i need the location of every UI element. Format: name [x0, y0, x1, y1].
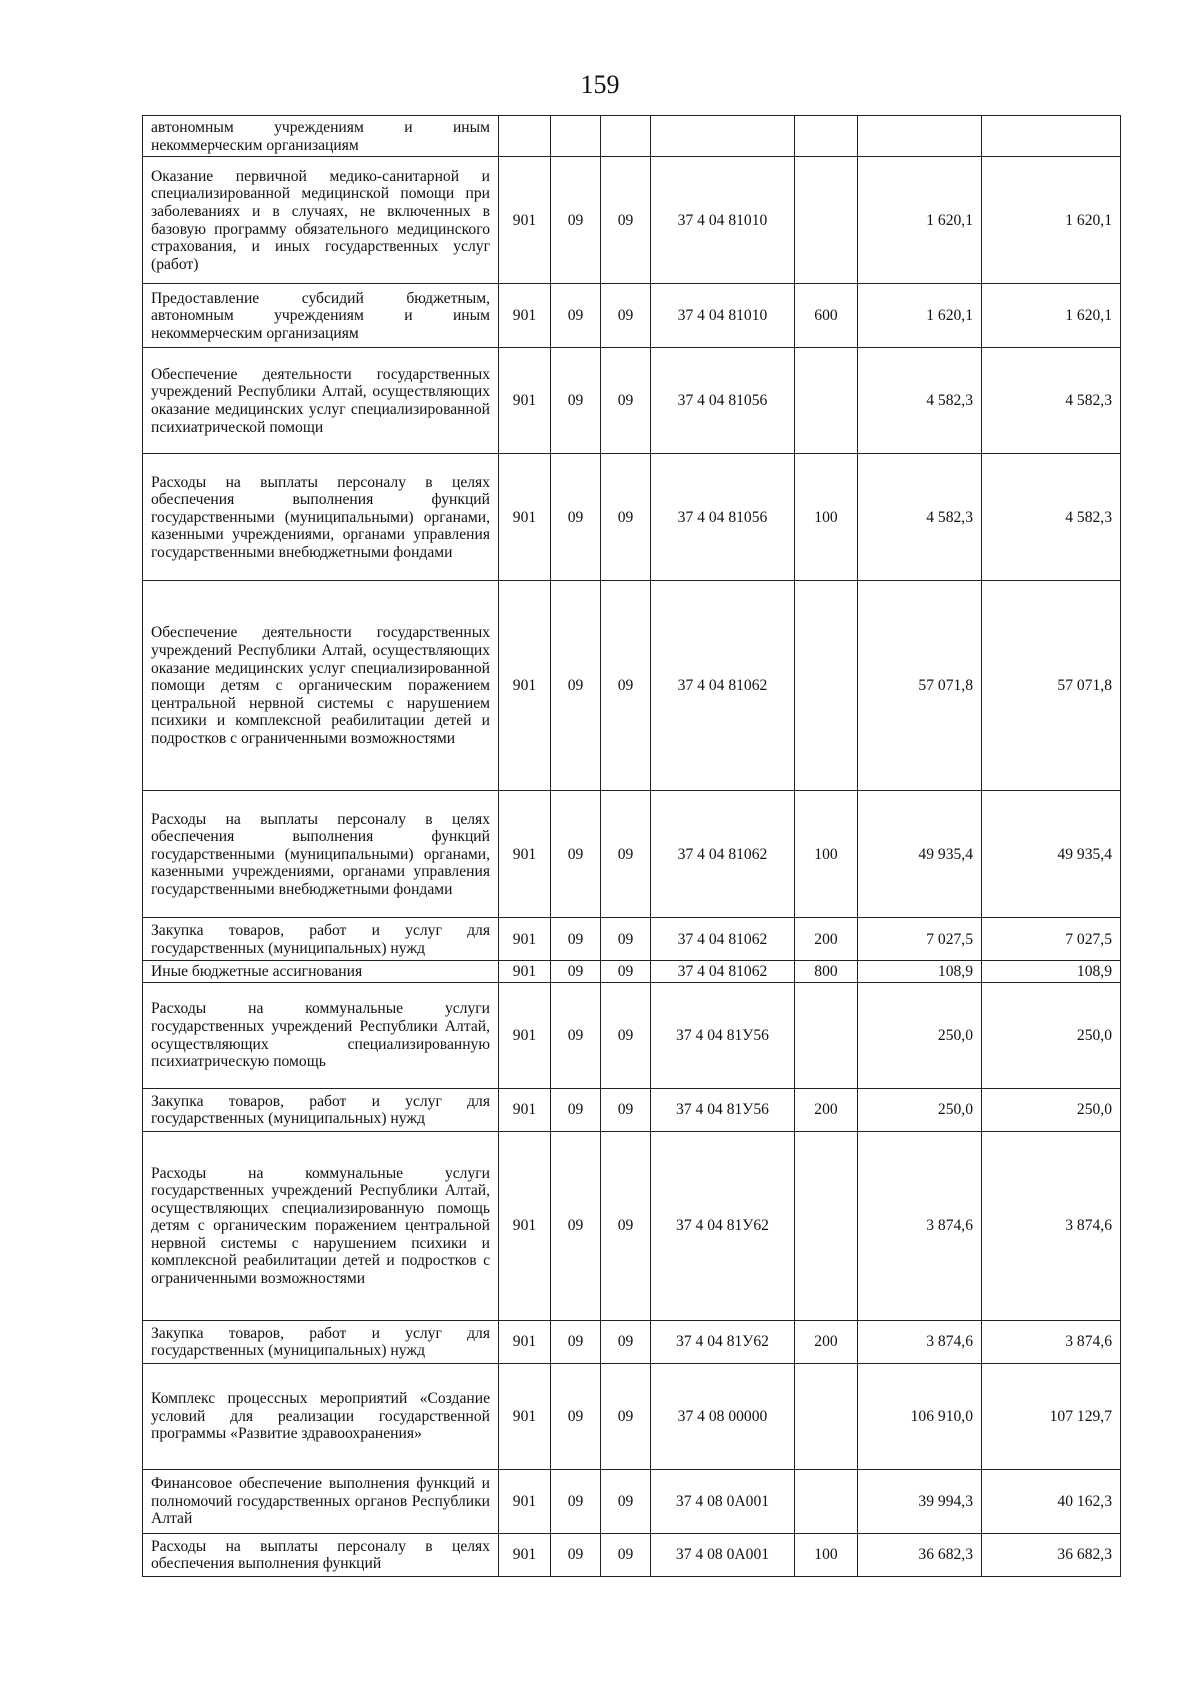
cell-sum-year-2: 3 874,6: [982, 1131, 1121, 1320]
cell-admin: 901: [499, 1088, 551, 1131]
cell-sum-year-1: 7 027,5: [858, 918, 982, 961]
cell-sum-year-1: [858, 116, 982, 157]
cell-admin: 901: [499, 791, 551, 918]
cell-expense-type: [795, 348, 858, 454]
cell-sum-year-1: 1 620,1: [858, 157, 982, 284]
cell-expense-type: [795, 581, 858, 791]
row-description: Обеспечение деятельности государственных учреждений Республики Алтай, осуществляющих оказание медицинских услуг специализированной психиатрической помощи: [143, 348, 499, 454]
cell-admin: [499, 116, 551, 157]
table-row: [143, 157, 1121, 284]
cell-admin: 901: [499, 284, 551, 348]
cell-section: 09: [551, 1320, 601, 1363]
cell-section: [551, 116, 601, 157]
budget-table: [142, 115, 1121, 1577]
cell-admin: 901: [499, 982, 551, 1088]
cell-sum-year-2: 108,9: [982, 961, 1121, 983]
cell-target-article: 37 4 04 81062: [651, 581, 795, 791]
page-number: 159: [580, 70, 620, 99]
cell-subsection: 09: [601, 961, 651, 983]
cell-section: 09: [551, 1533, 601, 1576]
table-row: [143, 918, 1121, 961]
cell-admin: 901: [499, 1533, 551, 1576]
table-row: [143, 348, 1121, 454]
row-description: Предоставление субсидий бюджетным, автономным учреждениям и иным некоммерческим организациям: [143, 284, 499, 348]
table-row: [143, 1469, 1121, 1533]
cell-section: 09: [551, 454, 601, 581]
cell-sum-year-2: [982, 116, 1121, 157]
cell-target-article: 37 4 04 81У56: [651, 1088, 795, 1131]
cell-target-article: 37 4 04 81У62: [651, 1131, 795, 1320]
cell-expense-type: [795, 157, 858, 284]
cell-sum-year-1: 108,9: [858, 961, 982, 983]
cell-expense-type: [795, 1469, 858, 1533]
cell-sum-year-2: 1 620,1: [982, 284, 1121, 348]
row-description: Иные бюджетные ассигнования: [143, 961, 499, 983]
cell-target-article: 37 4 04 81062: [651, 961, 795, 983]
cell-subsection: [601, 116, 651, 157]
cell-expense-type: [795, 1363, 858, 1469]
cell-target-article: [651, 116, 795, 157]
cell-admin: 901: [499, 918, 551, 961]
row-description: Расходы на выплаты персоналу в целях обеспечения выполнения функций государственными (муниципальными) органами, казенными учреждениями, органами управления государственными внебюджетными фондами: [143, 454, 499, 581]
row-description: Комплекс процессных мероприятий «Создание условий для реализации государственной программы «Развитие здравоохранения»: [143, 1363, 499, 1469]
cell-subsection: 09: [601, 348, 651, 454]
cell-sum-year-1: 1 620,1: [858, 284, 982, 348]
cell-sum-year-1: 4 582,3: [858, 348, 982, 454]
table-row: [143, 982, 1121, 1088]
cell-target-article: 37 4 04 81У62: [651, 1320, 795, 1363]
cell-section: 09: [551, 1363, 601, 1469]
cell-sum-year-2: 250,0: [982, 1088, 1121, 1131]
table-row: [143, 1088, 1121, 1131]
cell-admin: 901: [499, 348, 551, 454]
cell-admin: 901: [499, 1363, 551, 1469]
cell-expense-type: 600: [795, 284, 858, 348]
cell-sum-year-2: 49 935,4: [982, 791, 1121, 918]
cell-sum-year-1: 36 682,3: [858, 1533, 982, 1576]
cell-sum-year-2: 3 874,6: [982, 1320, 1121, 1363]
cell-sum-year-1: 106 910,0: [858, 1363, 982, 1469]
cell-target-article: 37 4 08 0А001: [651, 1469, 795, 1533]
row-description: Расходы на коммунальные услуги государственных учреждений Республики Алтай, осуществляющих специализированную психиатрическую помощь: [143, 982, 499, 1088]
cell-section: 09: [551, 1088, 601, 1131]
cell-target-article: 37 4 04 81У56: [651, 982, 795, 1088]
table-row: [143, 961, 1121, 983]
row-description: Закупка товаров, работ и услуг для государственных (муниципальных) нужд: [143, 1320, 499, 1363]
cell-sum-year-1: 49 935,4: [858, 791, 982, 918]
cell-target-article: 37 4 04 81056: [651, 348, 795, 454]
cell-subsection: 09: [601, 581, 651, 791]
cell-subsection: 09: [601, 1533, 651, 1576]
cell-sum-year-1: 250,0: [858, 982, 982, 1088]
cell-target-article: 37 4 04 81010: [651, 284, 795, 348]
cell-sum-year-1: 3 874,6: [858, 1131, 982, 1320]
cell-subsection: 09: [601, 791, 651, 918]
cell-expense-type: 200: [795, 918, 858, 961]
cell-sum-year-2: 7 027,5: [982, 918, 1121, 961]
cell-subsection: 09: [601, 918, 651, 961]
cell-sum-year-1: 250,0: [858, 1088, 982, 1131]
row-description: Расходы на выплаты персоналу в целях обеспечения выполнения функций государственными (муниципальными) органами, казенными учреждениями, органами управления государственными внебюджетными фондами: [143, 791, 499, 918]
cell-sum-year-2: 4 582,3: [982, 454, 1121, 581]
cell-admin: 901: [499, 1469, 551, 1533]
table-row: [143, 1131, 1121, 1320]
cell-expense-type: [795, 1131, 858, 1320]
cell-subsection: 09: [601, 157, 651, 284]
row-description: Расходы на выплаты персоналу в целях обеспечения выполнения функций: [143, 1533, 499, 1576]
cell-sum-year-2: 1 620,1: [982, 157, 1121, 284]
cell-expense-type: [795, 982, 858, 1088]
table-row: [143, 1320, 1121, 1363]
row-description: автономным учреждениям и иным некоммерческим организациям: [143, 116, 499, 157]
cell-subsection: 09: [601, 1088, 651, 1131]
cell-section: 09: [551, 581, 601, 791]
cell-target-article: 37 4 04 81062: [651, 791, 795, 918]
table-row: [143, 791, 1121, 918]
cell-expense-type: [795, 116, 858, 157]
cell-section: 09: [551, 284, 601, 348]
table-row: [143, 1533, 1121, 1576]
cell-target-article: 37 4 08 00000: [651, 1363, 795, 1469]
cell-admin: 901: [499, 961, 551, 983]
cell-sum-year-1: 4 582,3: [858, 454, 982, 581]
cell-section: 09: [551, 1131, 601, 1320]
cell-subsection: 09: [601, 1469, 651, 1533]
cell-expense-type: 100: [795, 791, 858, 918]
cell-subsection: 09: [601, 454, 651, 581]
table-row: [143, 454, 1121, 581]
cell-expense-type: 800: [795, 961, 858, 983]
row-description: Финансовое обеспечение выполнения функций и полномочий государственных органов Республики Алтай: [143, 1469, 499, 1533]
cell-section: 09: [551, 157, 601, 284]
cell-sum-year-1: 57 071,8: [858, 581, 982, 791]
cell-sum-year-2: 250,0: [982, 982, 1121, 1088]
cell-subsection: 09: [601, 1320, 651, 1363]
cell-section: 09: [551, 1469, 601, 1533]
row-description: Оказание первичной медико-санитарной и специализированной медицинской помощи при заболеваниях и в случаях, не включенных в базовую программу обязательного медицинского страхования, и иных государственных услуг (работ): [143, 157, 499, 284]
cell-sum-year-2: 40 162,3: [982, 1469, 1121, 1533]
cell-expense-type: 200: [795, 1088, 858, 1131]
row-description: Расходы на коммунальные услуги государственных учреждений Республики Алтай, осуществляющих специализированную помощь детям с органическим поражением центральной нервной системы с нарушением психики и комплексной реабилитации детей и подростков с ограниченными возможностями: [143, 1131, 499, 1320]
row-description: Закупка товаров, работ и услуг для государственных (муниципальных) нужд: [143, 1088, 499, 1131]
cell-admin: 901: [499, 1320, 551, 1363]
cell-target-article: 37 4 08 0А001: [651, 1533, 795, 1576]
cell-expense-type: 200: [795, 1320, 858, 1363]
cell-sum-year-2: 36 682,3: [982, 1533, 1121, 1576]
table-row: [143, 116, 1121, 157]
cell-admin: 901: [499, 581, 551, 791]
cell-target-article: 37 4 04 81056: [651, 454, 795, 581]
cell-section: 09: [551, 348, 601, 454]
cell-subsection: 09: [601, 1363, 651, 1469]
cell-section: 09: [551, 918, 601, 961]
row-description: Закупка товаров, работ и услуг для государственных (муниципальных) нужд: [143, 918, 499, 961]
cell-section: 09: [551, 961, 601, 983]
table-row: [143, 284, 1121, 348]
cell-admin: 901: [499, 1131, 551, 1320]
cell-subsection: 09: [601, 1131, 651, 1320]
table-row: [143, 581, 1121, 791]
cell-subsection: 09: [601, 982, 651, 1088]
cell-target-article: 37 4 04 81062: [651, 918, 795, 961]
cell-sum-year-2: 57 071,8: [982, 581, 1121, 791]
cell-section: 09: [551, 982, 601, 1088]
cell-expense-type: 100: [795, 454, 858, 581]
cell-sum-year-2: 107 129,7: [982, 1363, 1121, 1469]
cell-section: 09: [551, 791, 601, 918]
cell-target-article: 37 4 04 81010: [651, 157, 795, 284]
table-row: [143, 1363, 1121, 1469]
cell-sum-year-1: 39 994,3: [858, 1469, 982, 1533]
cell-sum-year-2: 4 582,3: [982, 348, 1121, 454]
row-description: Обеспечение деятельности государственных учреждений Республики Алтай, осуществляющих оказание медицинских услуг специализированной помощи детям с органическим поражением центральной нервной системы с нарушением психики и комплексной реабилитации детей и подростков с ограниченными возможностями: [143, 581, 499, 791]
cell-admin: 901: [499, 157, 551, 284]
cell-admin: 901: [499, 454, 551, 581]
cell-subsection: 09: [601, 284, 651, 348]
cell-expense-type: 100: [795, 1533, 858, 1576]
cell-sum-year-1: 3 874,6: [858, 1320, 982, 1363]
